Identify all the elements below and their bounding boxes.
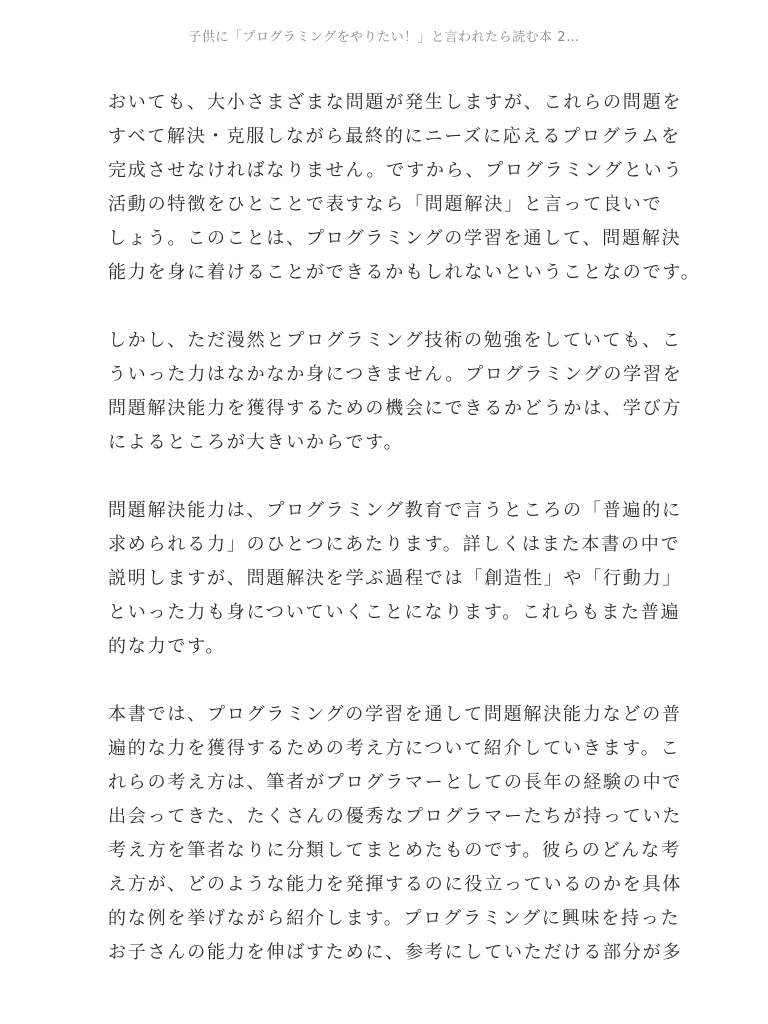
paragraph-gap — [108, 460, 668, 494]
text-line: ういった力はなかなか身につきません。プログラミングの学習を — [108, 364, 683, 385]
paragraph — [108, 324, 683, 460]
text-line: 活動の特徴をひとことで表すなら「問題解決」と言って良いで — [108, 194, 663, 215]
text-line: 的な例を挙げながら紹介します。プログラミングに興味を持った — [108, 908, 681, 929]
paragraph-gap — [108, 290, 668, 324]
text-line: お子さんの能力を伸ばすために、参考にしていただける部分が多 — [108, 942, 683, 963]
text-line: れらの考え方は、筆者がプログラマーとしての長年の経験の中で — [108, 772, 683, 793]
text-line: 出会ってきた、たくさんの優秀なプログラマーたちが持っていた — [108, 806, 683, 827]
text-line: 本書では、プログラミングの学習を通して問題解決能力などの普 — [108, 704, 682, 725]
text-line: 説明しますが、問題解決を学ぶ過程では「創造性」や「行動力」 — [108, 568, 683, 589]
text-line: 完成させなければなりません。ですから、プログラミングという — [108, 160, 684, 181]
text-line: 求められる力」のひとつにあたります。詳しくはまた本書の中で — [108, 534, 681, 555]
text-line: しかし、ただ漫然とプログラミング技術の勉強をしていても、こ — [108, 330, 682, 351]
text-line: しょう。このことは、プログラミングの学習を通して、問題解決 — [108, 228, 682, 249]
text-line: 的な力です。 — [108, 636, 226, 657]
text-line: 能力を身に着けることができるかもしれないということなのです。 — [108, 262, 701, 283]
text-line: といった力も身についていくことになります。これらもまた普遍 — [108, 602, 681, 623]
text-line: 遍的な力を獲得するための考え方について紹介していきます。こ — [108, 738, 681, 759]
text-line: え方が、どのような能力を発揮するのに役立っているのかを具体 — [108, 874, 683, 895]
text-line: おいても、大小さまざまな問題が発生しますが、これらの問題を — [108, 92, 683, 113]
paragraph — [108, 698, 683, 970]
text-line: によるところが大きいからです。 — [108, 432, 404, 453]
text-line: 考え方を筆者なりに分類してまとめたものです。彼らのどんな考 — [108, 840, 681, 861]
text-line: すべて解決・克服しながら最終的にニーズに応えるプログラムを — [108, 126, 681, 147]
page-body — [108, 86, 701, 970]
text-line: 問題解決能力は、プログラミング教育で言うところの「普遍的に — [108, 500, 682, 521]
paragraph — [108, 494, 683, 664]
book-title-header: 子供に「プログラミングをやりたい！」と言われたら読む本 2… — [188, 30, 580, 45]
paragraph — [108, 86, 701, 290]
paragraph-gap — [108, 664, 668, 698]
text-line: 問題解決能力を獲得するための機会にできるかどうかは、学び方 — [108, 398, 683, 419]
